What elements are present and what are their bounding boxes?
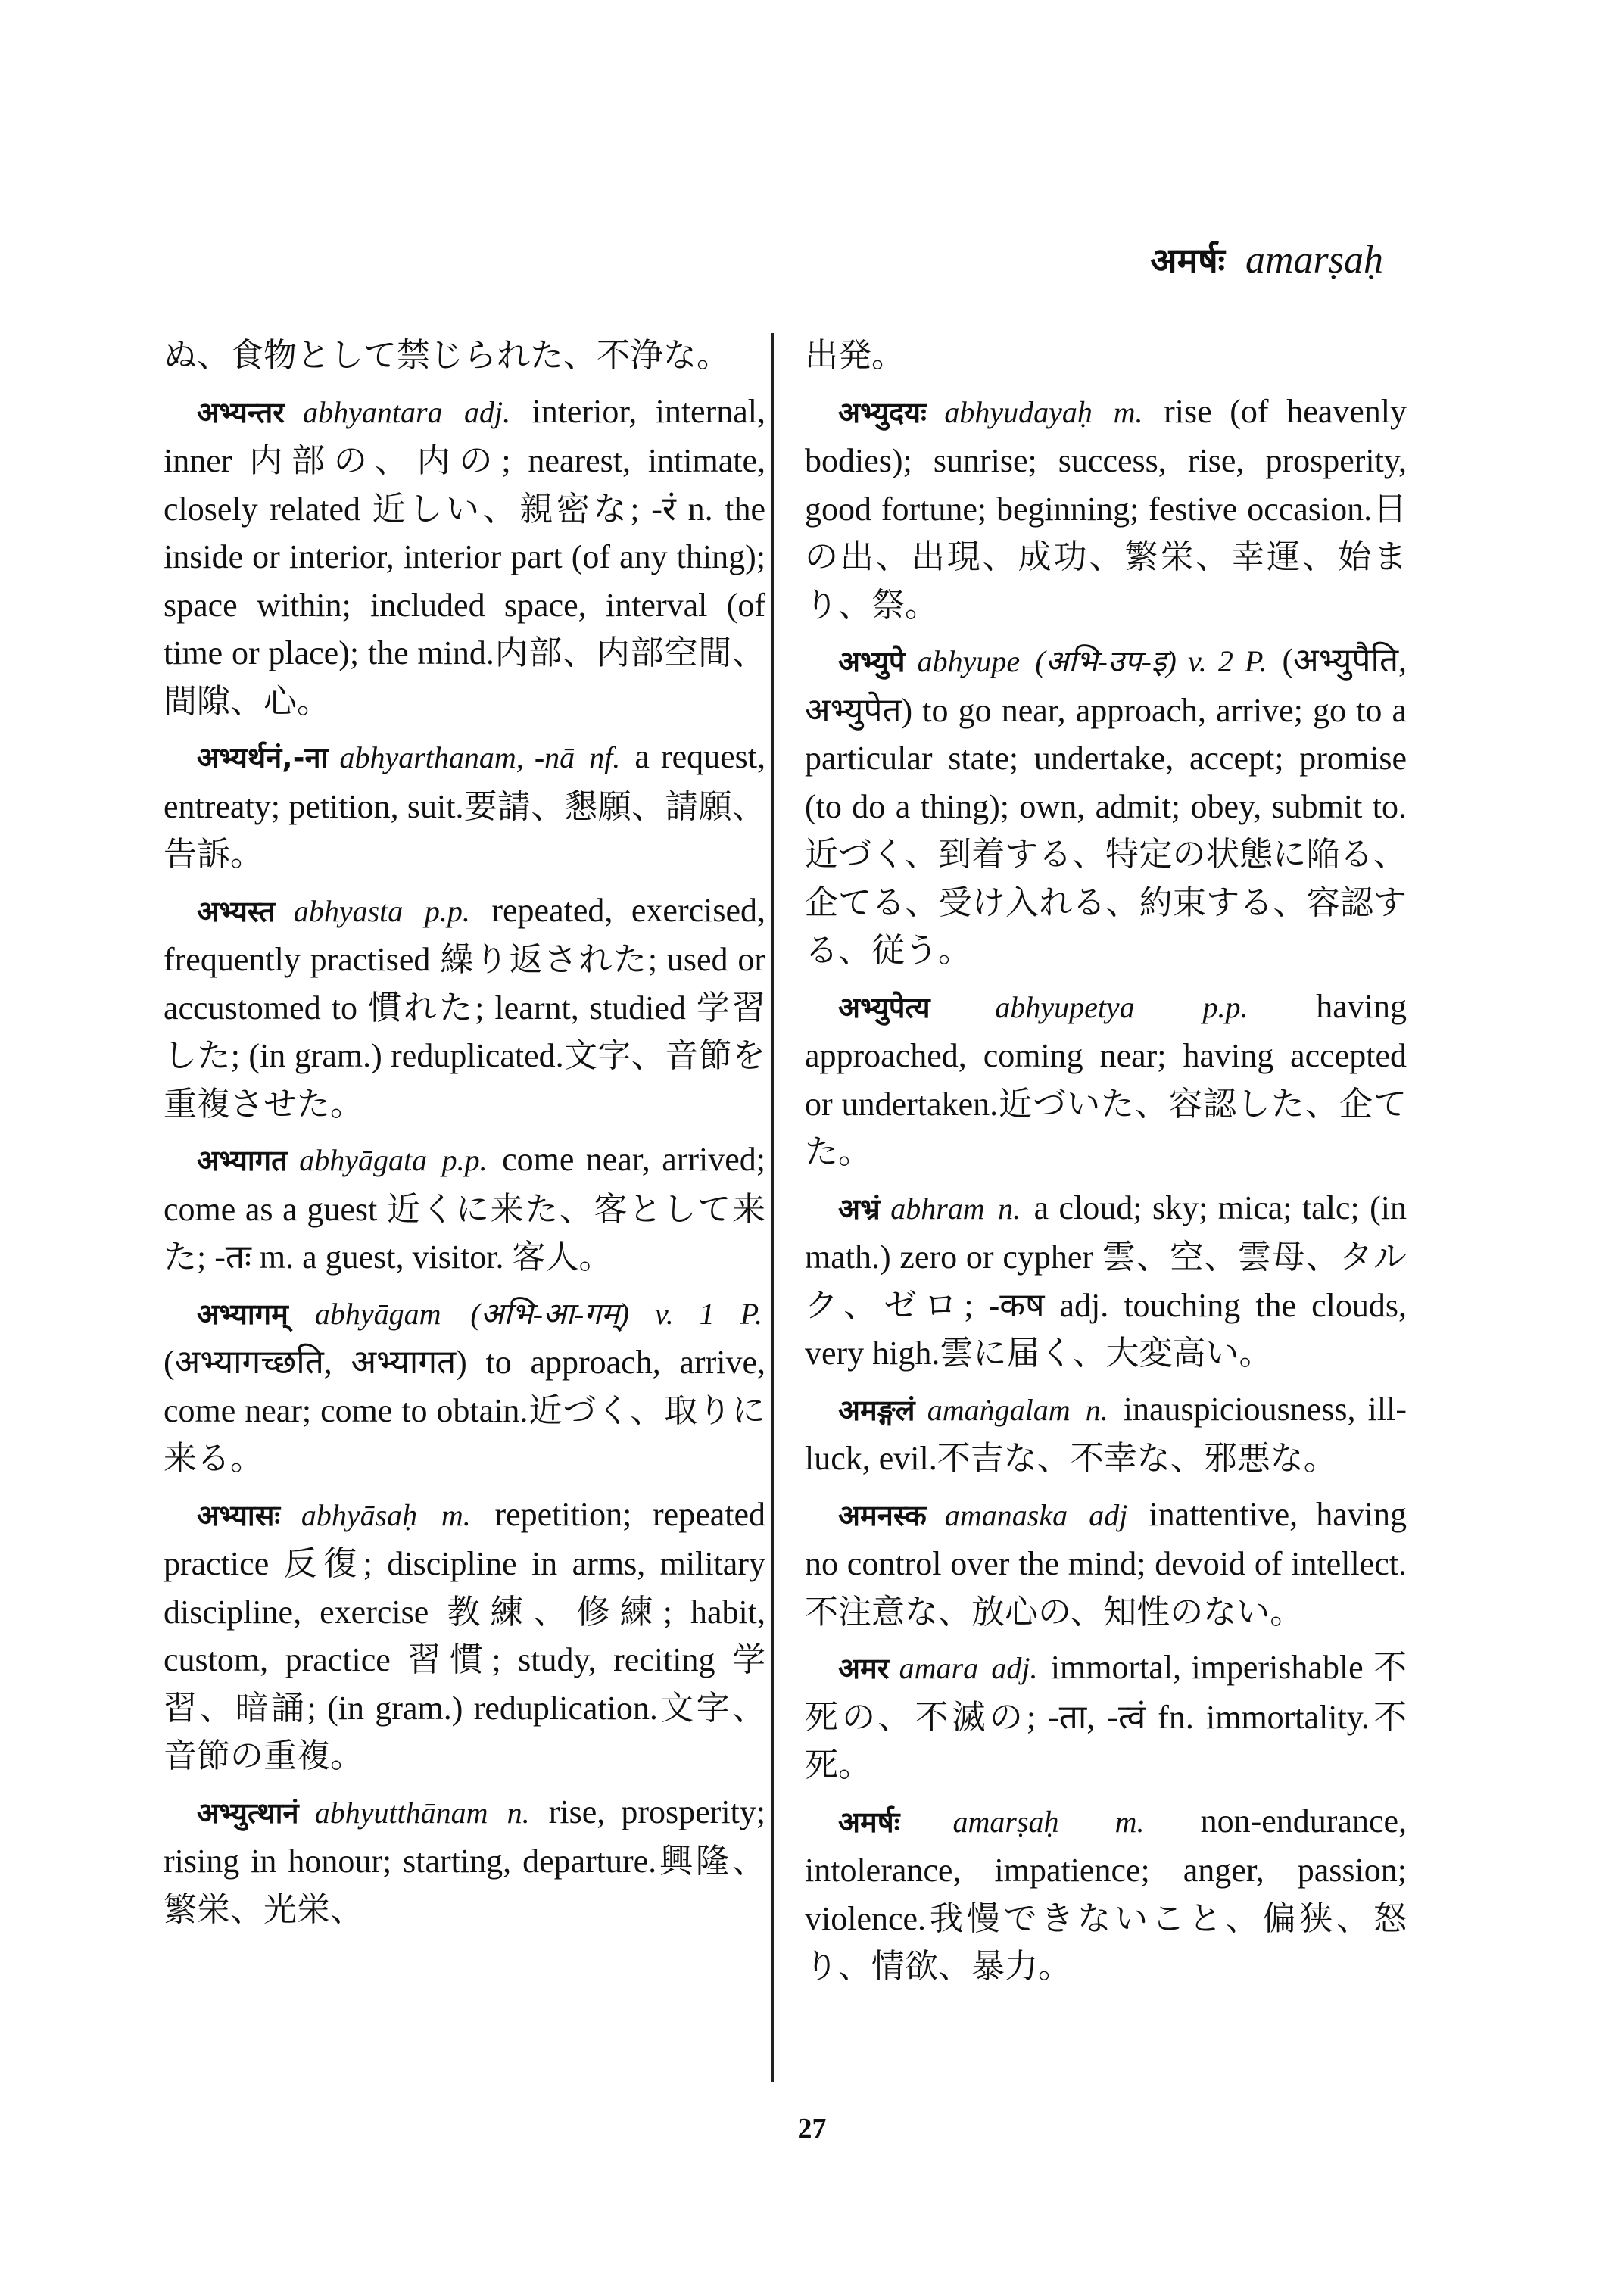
dictionary-entry bbox=[805, 1491, 1407, 1637]
entry-headword: अमर bbox=[838, 1652, 890, 1685]
entry-transliteration: abhyutthānam bbox=[314, 1795, 488, 1830]
entry-grammar: m. bbox=[1114, 1804, 1145, 1839]
column-divider bbox=[771, 333, 774, 2082]
entry-grammar: (अभि-आ-गम्) v. 1 P. bbox=[470, 1296, 763, 1331]
entry-transliteration: abhyupe bbox=[917, 644, 1021, 678]
entry-transliteration: abhyāgam bbox=[314, 1296, 441, 1331]
entry-transliteration: abhyarthanam, -nā bbox=[339, 740, 575, 774]
entry-definition: 出発。 bbox=[805, 337, 905, 374]
running-header bbox=[1150, 238, 1383, 282]
entry-grammar: p.p. bbox=[424, 893, 470, 928]
dictionary-entry bbox=[164, 733, 765, 879]
entry-definition: inauspiciousness, ill-luck, evil.不吉な、不幸な、邪悪な。 bbox=[805, 1390, 1407, 1477]
entry-headword: अभ्यन्तर bbox=[197, 395, 285, 429]
dictionary-entry bbox=[805, 1184, 1407, 1378]
entry-transliteration: amaṅgalam bbox=[927, 1392, 1071, 1427]
dictionary-entry bbox=[805, 983, 1407, 1176]
entry-definition: having approached, coming near; having accepted or undertaken.近づいた、容認した、企てた。 bbox=[805, 987, 1407, 1170]
entry-transliteration: amara bbox=[899, 1651, 979, 1685]
entry-grammar: m. bbox=[441, 1497, 471, 1532]
entry-definition: non-endurance, intolerance, impatience; anger, passion; violence.我慢できないこと、偏狭、怒り、情欲、暴力。 bbox=[805, 1802, 1407, 1985]
entry-transliteration: amanaska bbox=[944, 1497, 1068, 1532]
dictionary-entry bbox=[805, 1797, 1407, 1991]
entry-grammar: n. bbox=[507, 1795, 530, 1830]
entry-grammar: (अभि-उप-इ) v. 2 P. bbox=[1035, 644, 1267, 678]
entry-definition: rise (of heavenly bodies); sunrise; success, rise, prosperity, good fortune; beginning; festive occasion.日の出、出現、成功、繁栄、幸運、始まり、祭。 bbox=[805, 392, 1407, 624]
entry-transliteration: abhyupetya bbox=[995, 989, 1135, 1024]
entry-definition: come near, arrived; come as a guest 近くに来た、客として来た; -तः m. a guest, visitor. 客人。 bbox=[164, 1141, 766, 1276]
entry-headword: अभ्यागम् bbox=[197, 1297, 288, 1331]
dictionary-entry bbox=[164, 1491, 765, 1781]
entry-transliteration: abhyāgata bbox=[299, 1143, 428, 1177]
dictionary-entry bbox=[164, 332, 765, 380]
entry-definition: inattentive, having no control over the mind; devoid of intellect.不注意な、放心の、知性のない。 bbox=[805, 1495, 1407, 1631]
entry-definition: interior, internal, inner 内部の、内の; nearest, intimate, closely related 近しい、親密な; -रं n. the inside or interior, interior part (of any thing); space within; included space, interval (of time or place); the mind.内部、内部空間、間隙、心。 bbox=[164, 392, 765, 720]
page-number: 27 bbox=[797, 2113, 827, 2145]
dictionary-entry bbox=[164, 1289, 765, 1483]
entry-grammar: p.p. bbox=[441, 1143, 488, 1177]
entry-headword: अभ्युपे bbox=[838, 645, 906, 678]
entry-grammar: nf. bbox=[589, 740, 621, 774]
entry-definition: immortal, imperishable 不死の、不滅の; -ता, -त्वं fn. immortality.不死。 bbox=[805, 1649, 1407, 1784]
entry-transliteration: abhyudayaḥ bbox=[944, 394, 1093, 429]
entry-headword: अभ्यासः bbox=[197, 1498, 281, 1532]
entry-definition: (अभ्यागच्छति, अभ्यागत) to approach, arrive, come near; come to obtain.近づく、取りに来る。 bbox=[164, 1344, 765, 1477]
entry-definition: repeated, exercised, frequently practised 繰り返された; used or accustomed to 慣れた; learnt, studied 学習した; (in gram.) reduplicated.文字、音節を重複させた。 bbox=[164, 891, 765, 1123]
dictionary-entry bbox=[164, 886, 765, 1129]
entry-grammar: adj. bbox=[991, 1651, 1038, 1685]
entry-definition: (अभ्युपैति, अभ्युपेत) to go near, approach, arrive; go to a particular state; undertake, accept; promise (to do a thing); own, admit; obey, submit to.近づく、到着する、特定の状態に陥る、企てる、受け入れる、約束する、容認する、従う。 bbox=[805, 642, 1407, 969]
right-column bbox=[805, 332, 1407, 1999]
entry-headword: अभ्युत्थानं bbox=[197, 1796, 299, 1830]
entry-headword: अभ्युदयः bbox=[838, 395, 927, 429]
entry-transliteration: amarṣaḥ bbox=[952, 1804, 1059, 1839]
entry-transliteration: abhram bbox=[890, 1191, 985, 1226]
dictionary-entry bbox=[805, 332, 1407, 380]
entry-grammar: n. bbox=[998, 1191, 1021, 1226]
entry-definition: rise, prosperity; rising in honour; starting, departure.興隆、繁栄、光栄、 bbox=[164, 1793, 766, 1928]
entry-transliteration: abhyantara bbox=[303, 394, 443, 429]
header-devanagari: अमर्षः bbox=[1150, 240, 1225, 281]
entry-definition: repetition; repeated practice 反復; discipline in arms, military discipline, exercise 教練、修練; habit, custom, practice 習慣; study, reciting 学習、暗誦; (in gram.) reduplication.文字、音節の重複。 bbox=[164, 1495, 766, 1774]
entry-definition: a cloud; sky; mica; talc; (in math.) zero or cypher 雲、空、雲母、タルク、ゼロ; -कष adj. touching the clouds, very high.雲に届く、大変高い。 bbox=[805, 1189, 1407, 1372]
entry-headword: अभ्युपेत्य bbox=[838, 990, 930, 1024]
entry-headword: अभ्रं bbox=[838, 1192, 881, 1226]
entry-headword: अमनस्क bbox=[838, 1498, 927, 1532]
entry-grammar: p.p. bbox=[1202, 989, 1248, 1024]
dictionary-entry bbox=[805, 1643, 1407, 1790]
dictionary-entry bbox=[164, 388, 765, 726]
entry-headword: अमर्षः bbox=[838, 1805, 900, 1839]
entry-transliteration: abhyasta bbox=[293, 893, 404, 928]
entry-grammar: adj bbox=[1089, 1497, 1128, 1532]
entry-headword: अभ्यागत bbox=[197, 1144, 288, 1177]
entry-headword: अमङ्गलं bbox=[838, 1393, 915, 1427]
dictionary-entry bbox=[164, 1136, 765, 1282]
entry-grammar: adj. bbox=[463, 394, 511, 429]
dictionary-entry bbox=[805, 1385, 1407, 1483]
entry-grammar: m. bbox=[1113, 394, 1143, 429]
header-romanized: amarṣaḥ bbox=[1245, 238, 1383, 282]
entry-definition: a request, entreaty; petition, suit.要請、懇願、請願、告訴。 bbox=[164, 738, 765, 873]
dictionary-entry bbox=[805, 388, 1407, 630]
entry-headword: अभ्यस्त bbox=[197, 894, 276, 928]
entry-definition: ぬ、食物として禁じられた、不浄な。 bbox=[164, 337, 730, 374]
dictionary-entry bbox=[805, 637, 1407, 975]
entry-grammar: n. bbox=[1085, 1392, 1108, 1427]
entry-transliteration: abhyāsaḥ bbox=[301, 1497, 418, 1532]
entry-headword: अभ्यर्थनं,-ना bbox=[197, 741, 329, 774]
left-column bbox=[164, 332, 765, 1941]
dictionary-entry bbox=[164, 1788, 765, 1934]
